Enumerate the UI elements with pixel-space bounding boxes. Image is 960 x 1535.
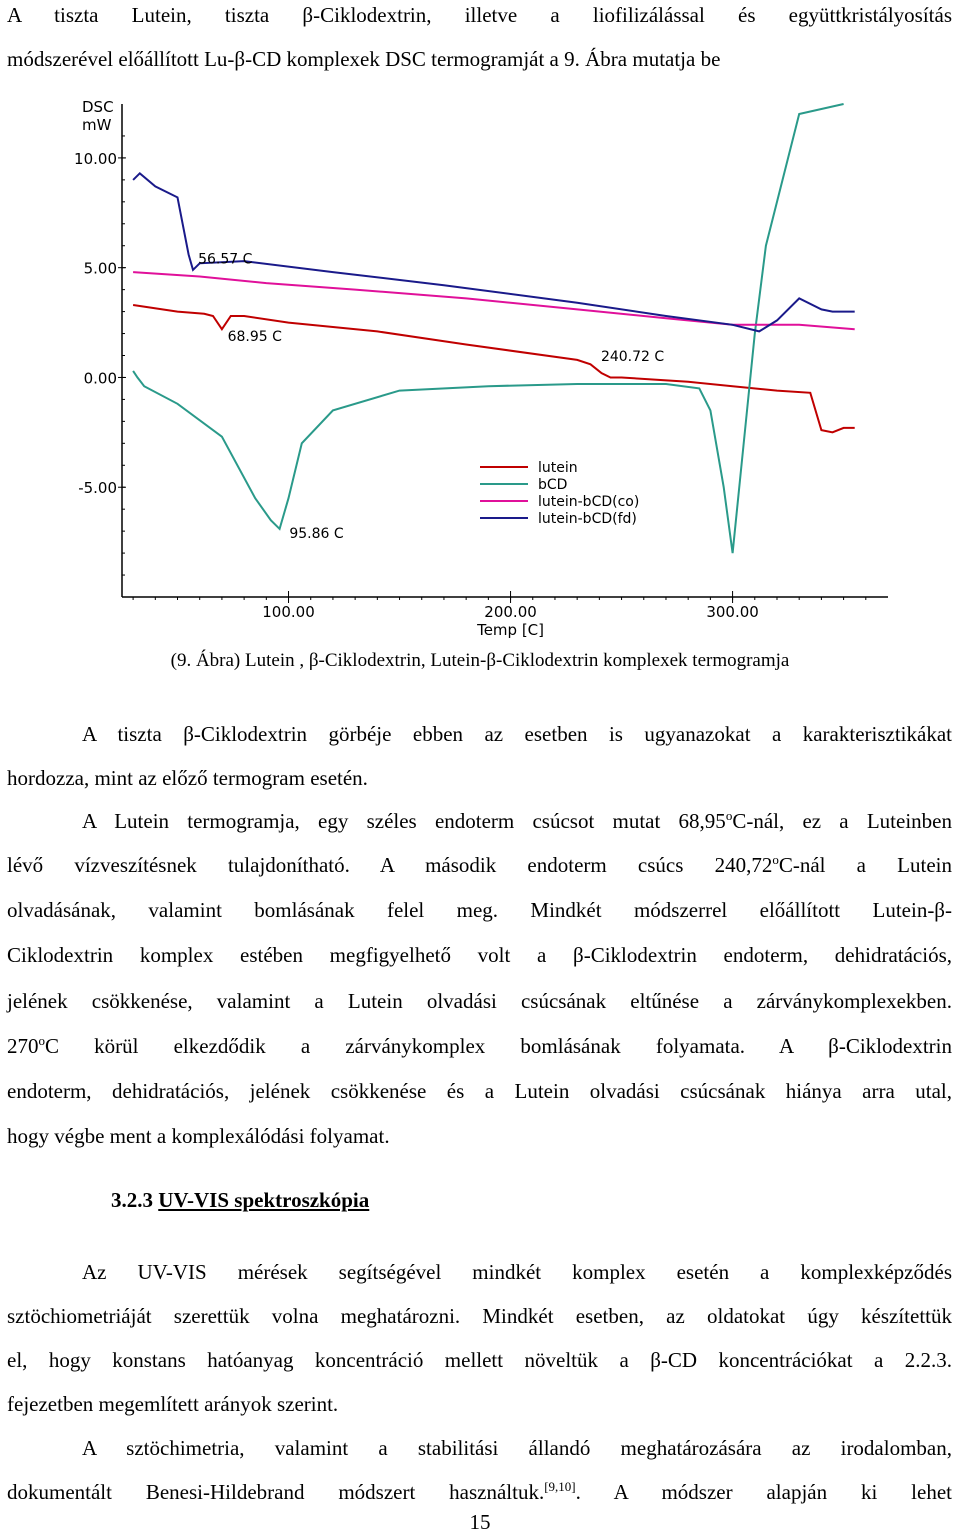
x-tick-label: 200.00 xyxy=(484,603,537,621)
p3-line-3: el, hogy konstans hatóanyag koncentráció mellett növeltük a β-CD koncentrációkat a 2.2.3. xyxy=(7,1348,952,1372)
p2-line-6: 270$^o$C körül elkezdődik a zárványkomplex bomlásának folyamata. A β-Ciklodextrin xyxy=(7,1033,952,1058)
p4-line-2: dokumentált Benesi-Hildebrand módszert használtuk.[9,10]. A módszer alapján ki lehet xyxy=(7,1479,952,1504)
p2-line-5: jelének csökkenése, valamint a Lutein olvadási csúcsának eltűnése a zárványkomplexekben. xyxy=(7,989,952,1013)
dsc-thermogram-chart xyxy=(60,92,900,640)
peak-annotation: 68.95 C xyxy=(227,328,282,345)
legend-label: lutein-bCD(co) xyxy=(538,494,640,510)
peak-annotation: 240.72 C xyxy=(600,349,665,366)
p2-line-7: endoterm, dehidratációs, jelének csökkenése és a Lutein olvadási csúcsának hiánya arra utal, xyxy=(7,1079,952,1103)
y-tick-label: 10.00 xyxy=(74,149,117,168)
y-tick-label: -5.00 xyxy=(78,479,117,498)
legend-label: bCD xyxy=(538,477,568,493)
y-tick-label: 5.00 xyxy=(83,259,117,278)
page-number: 15 xyxy=(469,1510,491,1534)
intro-line-1: A tiszta Lutein, tiszta β-Ciklodextrin, illetve a liofilizálással és együttkristályosítás xyxy=(7,3,952,27)
y-axis-unit: mW xyxy=(82,116,112,134)
p2-line-1: A Lutein termogramja, egy széles endoterm csúcsot mutat 68,95$^o$C-nál, ez a Luteinben xyxy=(82,808,952,833)
y-axis-title: DSC xyxy=(82,98,114,116)
p1-line-1: A tiszta β-Ciklodextrin görbéje ebben az esetben is ugyanazokat a karakterisztikákat xyxy=(82,722,952,746)
p4-line-1: A sztöchimetria, valamint a stabilitási állandó meghatározására az irodalomban, xyxy=(82,1436,952,1460)
p3-line-4: fejezetben megemlített arányok szerint. xyxy=(7,1392,339,1416)
intro-line-2: módszerével előállított Lu-β-CD komplexek DSC termogramját a 9. Ábra mutatja be xyxy=(7,47,721,71)
legend-label: lutein xyxy=(538,460,578,476)
p3-line-1: Az UV-VIS mérések segítségével mindkét komplex esetén a komplexképződés xyxy=(82,1260,952,1284)
p1-line-2: hordozza, mint az előző termogram esetén. xyxy=(7,766,368,790)
figure-caption: (9. Ábra) Lutein , β-Ciklodextrin, Lutein-β-Ciklodextrin komplexek termogramja xyxy=(170,650,790,671)
peak-annotation: 95.86 C xyxy=(289,525,344,542)
section-heading xyxy=(111,1188,369,1213)
y-tick-label: 0.00 xyxy=(83,369,117,388)
p3-line-2: sztöchiometriáját szerettük volna meghatározni. Mindkét esetben, az oldatokat úgy készítettük xyxy=(7,1304,952,1328)
series-line-lutein-bCD(co) xyxy=(133,272,855,329)
x-tick-label: 100.00 xyxy=(262,603,315,621)
p2-line-4: Ciklodextrin komplex estében megfigyelhető volt a β-Ciklodextrin endoterm, dehidratációs, xyxy=(7,943,952,967)
p2-line-2: lévő vízveszítésnek tulajdonítható. A második endoterm csúcs 240,72$^o$C-nál a Lutein xyxy=(7,852,953,877)
x-tick-label: 300.00 xyxy=(706,603,759,621)
section-title: UV-VIS spektroszkópia xyxy=(158,1188,370,1212)
peak-annotation: 56.57 C xyxy=(198,251,253,268)
p2-line-3: olvadásának, valamint bomlásának felel meg. Mindkét módszerrel előállított Lutein-β- xyxy=(7,898,952,922)
x-axis-title: Temp [C] xyxy=(477,621,545,639)
legend-label: lutein-bCD(fd) xyxy=(538,511,637,527)
p2-line-8: hogy végbe ment a komplexálódási folyamat. xyxy=(7,1124,390,1148)
section-number: 3.2.3 xyxy=(111,1188,153,1212)
